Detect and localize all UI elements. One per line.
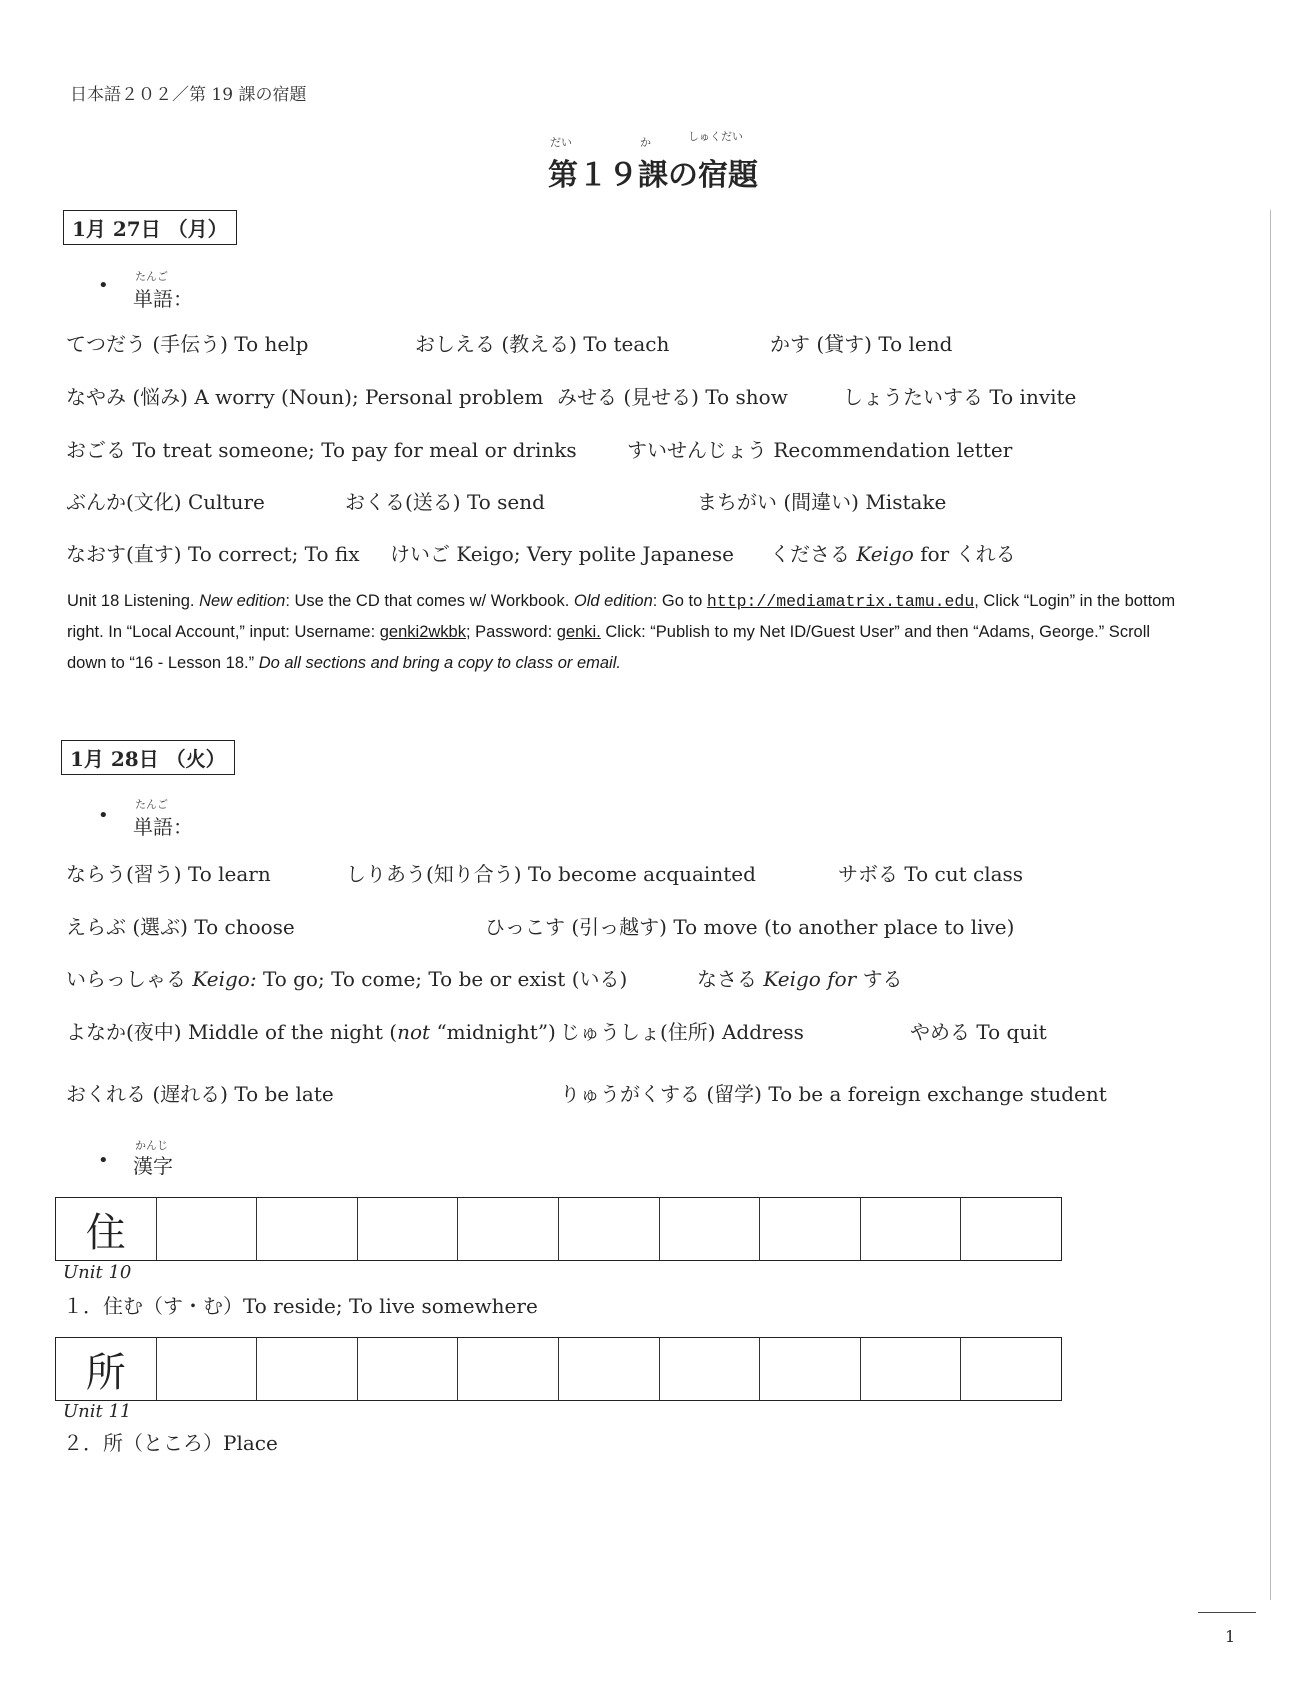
vocab-word: いらっしゃる	[66, 967, 186, 991]
listening-text: Click: “Publish to my Net ID/Guest User” and then “Adams, George.” Scroll down to “16 - Lesson 18.”	[67, 623, 1151, 672]
kanji-ruby: かんじ	[135, 1139, 168, 1152]
kanji-model-cell: 所	[56, 1338, 157, 1400]
listening-instructions	[67, 586, 1177, 679]
page-title	[0, 130, 1306, 194]
kanji-heading	[133, 1139, 173, 1179]
vocab-item: おしえる (教える) To teach	[415, 332, 670, 356]
practice-cell[interactable]	[760, 1198, 861, 1260]
course-header: 日本語２０２／第 19 課の宿題	[70, 85, 307, 105]
vocab-item: てつだう (手伝う) To help	[66, 332, 309, 356]
kanji-unit-label: Unit 11	[63, 1401, 132, 1422]
vocab-item: けいご Keigo; Very polite Japanese	[390, 542, 734, 566]
listening-text: , Click “Login” in the bottom right. In “Local Account,” input: Username:	[67, 592, 1176, 641]
practice-cell[interactable]	[660, 1198, 761, 1260]
practice-cell[interactable]	[257, 1198, 358, 1260]
kanji-model-cell: 住	[56, 1198, 157, 1260]
title-ruby-ka: か	[640, 136, 651, 149]
vocab-text: “midnight”)	[436, 1020, 556, 1044]
vocab-heading-label: 単語：	[133, 287, 193, 311]
practice-cell[interactable]	[257, 1338, 358, 1400]
old-edition-label: Old edition	[573, 592, 653, 610]
practice-cell[interactable]	[559, 1198, 660, 1260]
username-value: genki2wkbk	[379, 623, 466, 641]
vocab-item: しりあう(知り合う) To become acquainted	[346, 862, 756, 886]
vocab-item: なおす(直す) To correct; To fix	[66, 542, 360, 566]
kanji-practice-grid-1	[55, 1197, 1062, 1261]
kanji-unit-label: Unit 10	[63, 1262, 132, 1283]
practice-cell[interactable]	[458, 1198, 559, 1260]
vocab-item: えらぶ (選ぶ) To choose	[66, 915, 295, 939]
vocab-item: かす (貸す) To lend	[770, 332, 953, 356]
mediamatrix-link[interactable]: http://mediamatrix.tamu.edu	[706, 592, 975, 611]
vocab-item	[697, 963, 903, 992]
practice-cell[interactable]	[358, 1198, 459, 1260]
vocab-item: やめる To quit	[910, 1020, 1047, 1044]
new-edition-label: New edition	[199, 592, 286, 610]
practice-cell[interactable]	[458, 1338, 559, 1400]
page-number: 1	[1225, 1627, 1236, 1646]
vocab-word: なさる	[697, 967, 757, 991]
listening-text: : Use the CD that comes w/ Workbook.	[285, 592, 570, 610]
date-box-jan27: 1月 27日 （月）	[63, 210, 237, 245]
vocab-emphasis: not	[397, 1020, 431, 1044]
title-ruby-shukudai: しゅくだい	[688, 130, 743, 143]
vocab-gloss: する	[862, 967, 903, 991]
vocab-gloss: To go; To come; To be or exist (いる)	[262, 967, 628, 991]
vocab-item	[770, 538, 1016, 567]
vocab-text: よなか(夜中) Middle of the night (	[66, 1020, 398, 1044]
scan-edge-line	[1270, 210, 1271, 1600]
practice-cell[interactable]	[157, 1198, 258, 1260]
vocab-word: くださる	[770, 542, 850, 566]
vocab-item: しょうたいする To invite	[843, 385, 1077, 409]
vocab-heading-day1	[133, 270, 193, 312]
listening-text: ; Password:	[465, 623, 553, 641]
vocab-item: まちがい (間違い) Mistake	[697, 490, 947, 514]
practice-cell[interactable]	[861, 1338, 962, 1400]
listening-text: : Go to	[652, 592, 703, 610]
title-ruby-dai: だい	[550, 136, 572, 149]
kanji-practice-grid-2	[55, 1337, 1062, 1401]
vocab-item	[66, 1016, 556, 1045]
practice-cell[interactable]	[760, 1338, 861, 1400]
listening-label: Unit 18 Listening.	[67, 592, 195, 610]
vocab-item: おごる To treat someone; To pay for meal or drinks	[66, 438, 577, 462]
vocab-item: なやみ (悩み) A worry (Noun); Personal problem	[66, 385, 544, 409]
title-text: 第１９課の宿題	[548, 158, 758, 193]
practice-cell[interactable]	[961, 1338, 1061, 1400]
practice-cell[interactable]	[660, 1338, 761, 1400]
vocab-item: おくる(送る) To send	[345, 490, 545, 514]
vocab-heading-day2	[133, 798, 193, 840]
practice-cell[interactable]	[559, 1338, 660, 1400]
vocab-gloss: for くれる	[920, 542, 1016, 566]
listening-note: Do all sections and bring a copy to class or email.	[258, 654, 621, 672]
vocab-item: ひっこす (引っ越す) To move (to another place to live)	[485, 915, 1015, 939]
bullet-dot: •	[98, 275, 109, 296]
kanji-heading-label: 漢字	[133, 1154, 173, 1178]
vocab-item: りゅうがくする (留学) To be a foreign exchange student	[560, 1082, 1107, 1106]
vocab-heading-label: 単語：	[133, 815, 193, 839]
practice-cell[interactable]	[961, 1198, 1061, 1260]
vocab-keigo: Keigo:	[192, 967, 257, 991]
bullet-dot: •	[98, 1150, 109, 1171]
date-box-jan28: 1月 28日 （火）	[61, 740, 235, 775]
vocab-keigo: Keigo	[856, 542, 914, 566]
kanji-reading-line: １．住む（す・む）To reside; To live somewhere	[63, 1294, 538, 1318]
vocab-item: ならう(習う) To learn	[66, 862, 271, 886]
password-value: genki.	[556, 623, 601, 641]
vocab-ruby-day1: たんご	[135, 270, 168, 283]
practice-cell[interactable]	[861, 1198, 962, 1260]
vocab-item: おくれる (遅れる) To be late	[66, 1082, 334, 1106]
vocab-item: じゅうしょ(住所) Address	[560, 1020, 804, 1044]
vocab-ruby-day2: たんご	[135, 798, 168, 811]
practice-cell[interactable]	[157, 1338, 258, 1400]
vocab-keigo: Keigo for	[763, 967, 857, 991]
practice-cell[interactable]	[358, 1338, 459, 1400]
kanji-reading-line: ２．所（ところ）Place	[63, 1431, 278, 1455]
vocab-item: すいせんじょう Recommendation letter	[627, 438, 1013, 462]
vocab-item: みせる (見せる) To show	[557, 385, 788, 409]
page-number-rule	[1198, 1612, 1256, 1613]
bullet-dot: •	[98, 805, 109, 826]
vocab-item: サボる To cut class	[838, 862, 1024, 886]
vocab-item: ぶんか(文化) Culture	[66, 490, 265, 514]
vocab-item	[66, 963, 627, 992]
